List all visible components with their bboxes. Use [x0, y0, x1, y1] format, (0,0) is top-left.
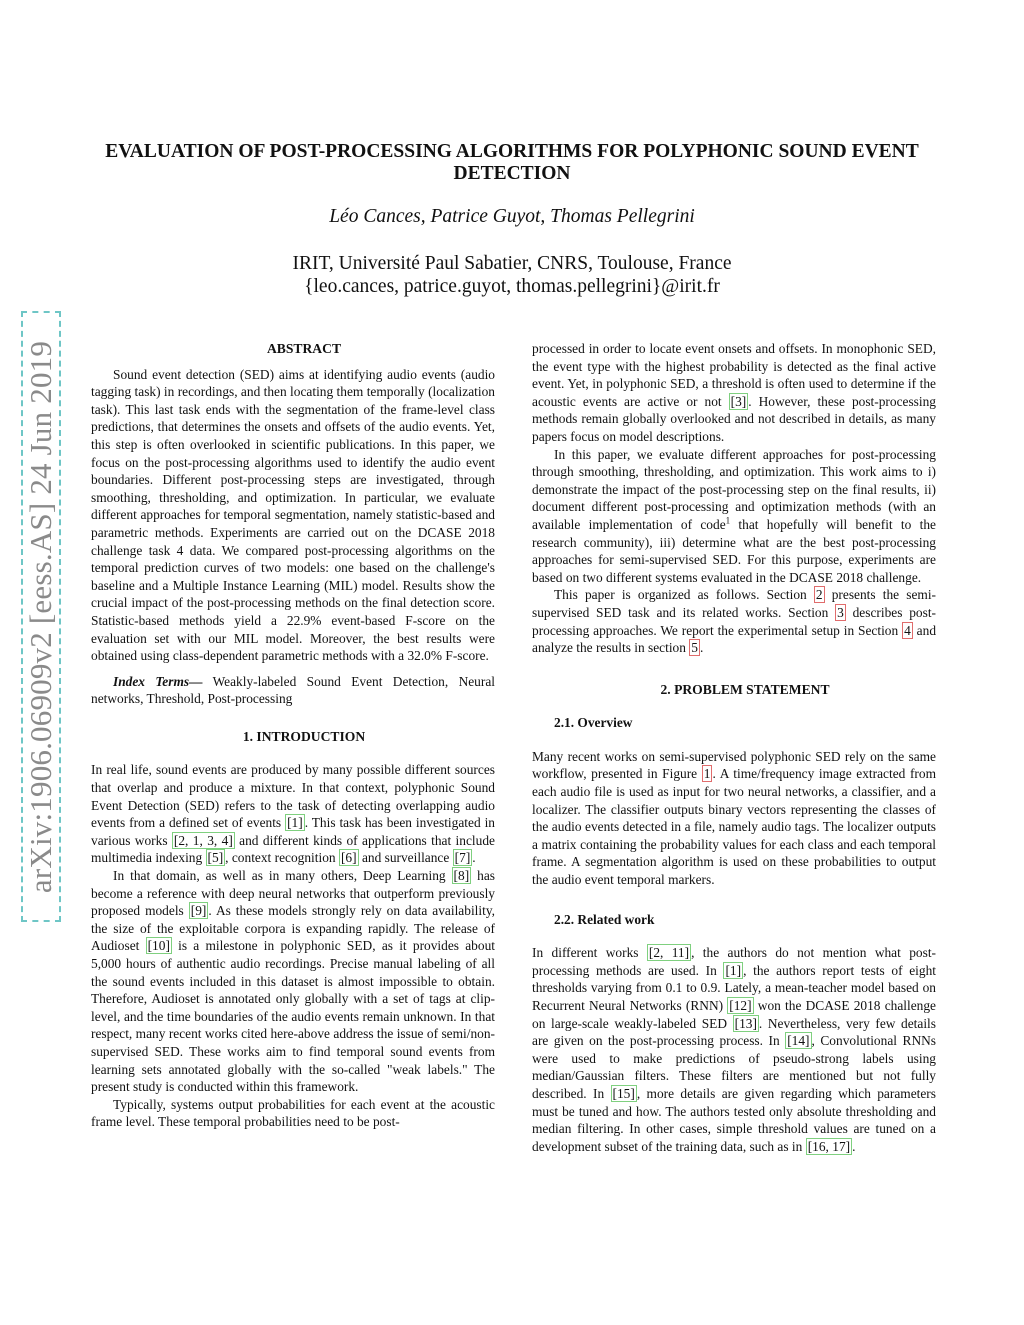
abstract-heading: ABSTRACT	[266, 341, 342, 356]
intro-paragraph-2: In that domain, as well as in many others, Deep Learning [8] has become a reference with deep neural networks that outperform previously proposed models [9] . As these models strongly rely on data availability, the size of the exploitable corpora is expanding rapidly. The release of Audioset [10] is a milestone in polyphonic SED, as it provides about 5,000 hours of authentic audio recordings. Precise manual labeling of all the sound events included in this dataset is almost impossible to obtain. Therefore, Audioset is annotated only globally with a set of tags at clip-level, and the time boundaries of the audio events remain unknown. In that respect, many recent works cited here-above address the issue of semi/non-supervised SED. These works aim to find temporal sound events from learning sets annotated globally with the so-called "weak labels." The present study is conducted within this framework.	[91, 868, 495, 1095]
section-link[interactable]: 4	[904, 622, 911, 638]
citation-link[interactable]: [7]	[454, 850, 471, 866]
intro-heading: 1. INTRODUCTION	[242, 728, 366, 744]
index-terms	[91, 673, 495, 708]
citation-link[interactable]: [6]	[340, 850, 357, 866]
related-work-subheading: 2.2. Related work	[554, 911, 655, 927]
section-link[interactable]: 2	[815, 587, 823, 603]
related-work-paragraph: In different works [2, 11] , the authors do not mention what post-processing methods are used. In [1] , the authors report tests of eight thresholds varying from 0.1 to 0.9. Lately, a mean-teacher model based on Recurrent Neural Networks (RNN) [12] won the DCASE 2018 challenge on large-scale weakly-labeled SED [13] . Nevertheless, very few details are given on the post-processing process. In [14] , Convolutional RNNs were used to make predictions of pseudo-strong labels using median/Gaussian filters. These filters are mentioned but not fully described. In [15] , more details are given regarding which parameters must be tuned and how. The authors tested only absolute thresholding and median filtering. In other cases, simple threshold values are tuned on a development subset of the training data, such as in [16, 17] .	[532, 945, 937, 1154]
citation-link[interactable]: [12]	[729, 998, 752, 1013]
arxiv-stamp	[21, 311, 61, 922]
section-link[interactable]: 5	[691, 640, 698, 656]
citation-link[interactable]: [5]	[207, 850, 224, 866]
affiliation: IRIT, Université Paul Sabatier, CNRS, Toulouse, France	[292, 253, 732, 274]
citation-link[interactable]: [10]	[147, 938, 170, 954]
citation-link[interactable]: [2, 11]	[648, 945, 690, 961]
paper-title: EVALUATION OF POST-PROCESSING ALGORITHMS FOR POLYPHONIC SOUND EVENT DETECTION	[105, 141, 919, 184]
right-paragraph-2: This paper is organized as follows. Section 2 presents the semi-supervised SED task and its related works. Section 3 describes post-processing approaches. We report the experimental setup in Section 4 and analyze the results in section 5 .	[532, 587, 937, 656]
footnote-marker[interactable]: 1	[725, 515, 731, 526]
emails: {leo.cances, patrice.guyot, thomas.pellegrini}@irit.fr	[304, 276, 720, 297]
right-column	[532, 340, 936, 1155]
citation-link[interactable]: [2, 1, 3, 4]	[173, 832, 233, 848]
citation-link[interactable]: [1]	[725, 962, 742, 978]
right-paragraph-1: In this paper, we evaluate different approaches for post-processing through smoothing, thresholding, and optimization. This work aims to i) demonstrate the impact of the post-processing step on the final results, ii) document different post-processing and optimization methods (with an available implementation of code$^1$ that hopefully will benefit to the research community), iii) determine what are the best post-processing approaches for semi-supervised SED. For this purpose, experiments are based on two different systems evaluated in the DCASE 2018 challenge.	[532, 446, 936, 585]
section-link[interactable]: 3	[837, 604, 844, 620]
citation-link[interactable]: [16, 17]	[807, 1138, 851, 1154]
abstract-text: Sound event detection (SED) aims at identifying audio events (audio tagging task) in recordings, and then locating them temporally (localization task). This last task ends with the segmentation of the frame-level class predictions, that determines the onsets and offsets of the audio events. Yet, this step is often overlooked in scientific publications. In this paper, we focus on the post-processing algorithms used to identify the audio event boundaries. Different post-processing steps are investigated, through smoothing, thresholding, and optimization. In particular, we evaluate different approaches for temporal segmentation, namely statistic-based and parametric methods. Experiments are carried out on the DCASE 2018 challenge task 4 data. We compared post-processing algorithms on the temporal prediction curves of two models: one based on the challenge's baseline and a Multiple Instance Learning (MIL) model. Results show the crucial impact of the post-processing methods on the final detection score. Statistic-based methods yield a 22.9% event-based F-score on the evaluation set with our MIL model. Moreover, the best results were obtained using class-dependent parametric methods with a 32.0% F-score.	[91, 366, 495, 664]
citation-link[interactable]: [8]	[453, 868, 470, 884]
problem-statement-heading: 2. PROBLEM STATEMENT	[660, 681, 830, 697]
left-column	[91, 340, 495, 1131]
intro-paragraph-1: In real life, sound events are produced by many possible different sources that overlap and produce a mixture. In that context, polyphonic Sound Event Detection (SED) refers to the task of detecting overlapping audio events from a defined set of events [1] . This task has been investigated in various works [2, 1, 3, 4] and different kinds of applications that include multimedia indexing [5] , context recognition [6] and surveillance [7] .	[91, 762, 495, 866]
arxiv-stamp-text: arXiv:1906.06909v2 [eess.AS] 24 Jun 2019	[23, 340, 58, 893]
citation-link[interactable]: [15]	[612, 1085, 635, 1101]
figure-link[interactable]: 1	[703, 766, 711, 782]
overview-paragraph: Many recent works on semi-supervised polyphonic SED rely on the same workflow, presented in Figure 1 . A time/frequency image extracted from each audio file is used as input for two neural networks, a classifier, and a localizer. The classifier outputs binary vectors representing the classes of the audio events detected in a file, namely audio tags. The localizer outputs a matrix containing the probability values for each class and each temporal frame. A segmentation algorithm is used on these probabilities to output the audio event temporal markers.	[532, 748, 936, 888]
citation-link[interactable]: [3]	[730, 393, 747, 409]
citation-link[interactable]: [14]	[787, 1033, 810, 1049]
overview-subheading: 2.1. Overview	[554, 715, 633, 731]
paper-authors: Léo Cances, Patrice Guyot, Thomas Pellegrini	[329, 206, 695, 227]
right-paragraph-0: processed in order to locate event onsets and offsets. In monophonic SED, the event type with the highest probability is detected as the final active event. Yet, in polyphonic SED, a threshold is often used to determine if the acoustic events are active or not [3] . However, these post-processing methods remain globally overlooked and not described in details, as many papers focus on model descriptions.	[532, 341, 937, 444]
index-terms-text: Weakly-labeled Sound Event Detection, Neural networks, Threshold, Post-processing	[91, 673, 495, 707]
intro-paragraph-3: Typically, systems output probabilities for each event at the acoustic frame level. These temporal probabilities need to be post-	[91, 1096, 495, 1130]
affiliation-block	[0, 252, 1024, 298]
citation-link[interactable]: [13]	[734, 1015, 757, 1031]
citation-link[interactable]: [1]	[287, 815, 303, 831]
citation-link[interactable]: [9]	[190, 903, 207, 919]
index-terms-label: Index Terms—	[113, 673, 203, 689]
